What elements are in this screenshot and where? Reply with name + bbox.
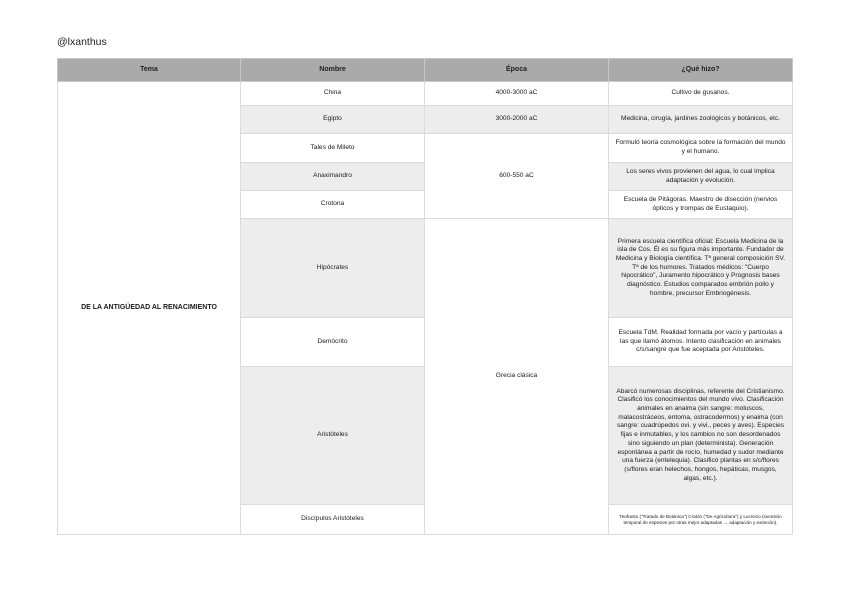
hizo-cell: Los seres vivos provienen del agua, lo cual implica adaptación y evolución. [609, 163, 793, 191]
hizo-cell: Escuela TdM. Realidad formada por vacío y partículas a las que llamó átomos. Intento clasificación en animales c/s/sangre que fue aceptada por Aristóteles. [609, 318, 793, 367]
epoca-cell: Grecia clásica [425, 219, 609, 535]
hizo-cell: Escuela de Pitágoras. Maestro de disección (nervios ópticos y trompas de Eustaquio). [609, 191, 793, 219]
header-row [58, 59, 793, 82]
author-handle: @lxanthus [57, 36, 107, 48]
hizo-cell: Cultivo de gusanos. [609, 82, 793, 106]
epoca-cell: 3000-2000 aC [425, 106, 609, 134]
epoca-cell: 4000-3000 aC [425, 82, 609, 106]
hizo-cell: Primera escuela científica oficial: Escuela Medicina de la isla de Cos. Él es su figura más importante. Fundador de Medicina y Biología científica. Tª general composición SV. Tª de los humores. Tratados médicos: "Cuerpo hipocrático", Juramento hipocrático y Prognosis bases diagnóstico. Estudios comparados embrión pollo y hombre, precursor Embriogénesis. [609, 219, 793, 318]
hizo-cell: Abarcó numerosas disciplinas, referente del Cristianismo. Clasificó los conocimientos del mundo vivo. Clasificación animales en anaima (sin sangre: moluscos, malacostráceos, entoma, ostracodermos) y enaima (con sangre: cuadrúpedos ovi. y vivi., peces y aves). Especies fijas e inmutables, y los cambios no son desordenados sino siguiendo un plan (determinista). Generación espontánea a partir de rocío, humedad y sudor mediante una fuerza (entelequia). Clasificó plantas en s/c/flores (s/flores eran helechos, hongos, hepáticas, musgos, algas, etc.). [609, 367, 793, 505]
hizo-cell: Medicina, cirugía, jardines zoológicos y botánicos, etc. [609, 106, 793, 134]
nombre-cell: Aristóteles [241, 367, 425, 505]
nombre-cell: Discípulos Aristóteles [241, 505, 425, 535]
header-nombre: Nombre [241, 59, 425, 82]
nombre-cell: Egipto [241, 106, 425, 134]
header-tema: Tema [58, 59, 241, 82]
nombre-cell: Anaximandro [241, 163, 425, 191]
nombre-cell: Tales de Mileto [241, 134, 425, 163]
header-epoca: Época [425, 59, 609, 82]
history-table [57, 58, 793, 535]
nombre-cell: Hipócrates [241, 219, 425, 318]
nombre-cell: Demócrito [241, 318, 425, 367]
epoca-cell: 600-550 aC [425, 134, 609, 219]
nombre-cell: Crotona [241, 191, 425, 219]
tema-cell: DE LA ANTIGÜEDAD AL RENACIMIENTO [58, 82, 241, 535]
hizo-cell: Formuló teoría cosmológica sobre la formación del mundo y el humano. [609, 134, 793, 163]
hizo-cell: Teofrasto ("Tratado de Botánica") Cratón ("De Agricultura") y Lucrecio (sucesión temporal de especies por otras mejor adaptadas → adaptación y extinción). [609, 505, 793, 535]
header-hizo: ¿Qué hizo? [609, 59, 793, 82]
nombre-cell: China [241, 82, 425, 106]
table-row [58, 82, 793, 106]
